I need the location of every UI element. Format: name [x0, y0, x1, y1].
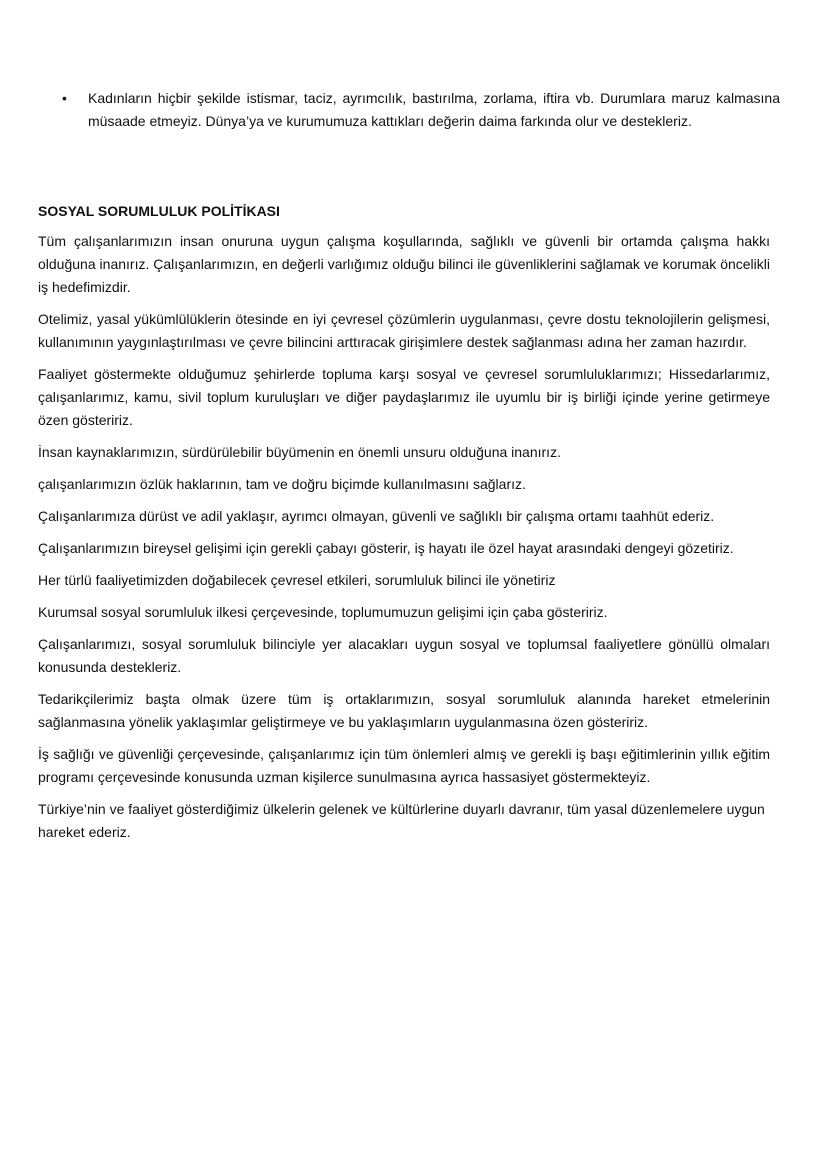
- paragraph: Çalışanlarımızın bireysel gelişimi için gerekli çabayı gösterir, iş hayatı ile özel hayat arasındaki dengeyi gözetiriz.: [38, 540, 734, 556]
- paragraph: Her türlü faaliyetimizden doğabilecek çevresel etkileri, sorumluluk bilinci ile yönetiriz: [38, 572, 556, 588]
- bullet-list: [62, 87, 780, 133]
- bullet-text: Kadınların hiçbir şekilde istismar, taciz, ayrımcılık, bastırılma, zorlama, iftira vb. Durumlara maruz kalmasına müsaade etmeyiz. Dünya’ya ve kurumumuza kattıkları değerin daima farkında olur ve destekleriz.: [88, 90, 780, 129]
- paragraph: Türkiye’nin ve faaliyet gösterdiğimiz ülkelerin gelenek ve kültürlerine duyarlı davranır, tüm yasal düzenlemelere uygun hareket ederiz.: [38, 801, 765, 840]
- bullet-icon: •: [62, 90, 67, 106]
- section-title: SOSYAL SORUMLULUK POLİTİKASI: [38, 203, 280, 219]
- paragraph: İş sağlığı ve güvenliği çerçevesinde, çalışanlarımız için tüm önlemleri almış ve gerekli iş başı eğitimlerinin yıllık eğitim programı çerçevesinde konusunda uzman kişilerce sunulmasına ayrıca hassasiyet göstermekteyiz.: [38, 746, 770, 785]
- paragraph: Otelimiz, yasal yükümlülüklerin ötesinde en iyi çevresel çözümlerin uygulanması, çevre dostu teknolojilerin gelişmesi, kullanımının yaygınlaştırılması ve çevre bilincini arttıracak girişimlere destek sağlanması adına her zaman hazırdır.: [38, 311, 770, 350]
- paragraph: İnsan kaynaklarımızın, sürdürülebilir büyümenin en önemli unsuru olduğuna inanırız.: [38, 444, 561, 460]
- paragraph: Kurumsal sosyal sorumluluk ilkesi çerçevesinde, toplumumuzun gelişimi için çaba gösteririz.: [38, 604, 608, 620]
- paragraph: Tüm çalışanlarımızın insan onuruna uygun çalışma koşullarında, sağlıklı ve güvenli bir ortamda çalışma hakkı olduğuna inanırız. Çalışanlarımızın, en değerli varlığımız olduğu bilinci ile güvenliklerini sağlamak ve korumak öncelikli iş hedefimizdir.: [38, 233, 770, 295]
- paragraph: Çalışanlarımızı, sosyal sorumluluk bilinciyle yer alacakları uygun sosyal ve toplumsal faaliyetlere gönüllü olmaları konusunda destekleriz.: [38, 636, 770, 675]
- social-responsibility-section: [38, 200, 770, 853]
- paragraph: Çalışanlarımıza dürüst ve adil yaklaşır, ayrımcı olmayan, güvenli ve sağlıklı bir çalışma ortamı taahhüt ederiz.: [38, 508, 715, 524]
- paragraph: Tedarikçilerimiz başta olmak üzere tüm iş ortaklarımızın, sosyal sorumluluk alanında hareket etmelerinin sağlanmasına yönelik yaklaşımlar geliştirmeye ve bu yaklaşımların uygulanmasına özen gösteririz.: [38, 691, 770, 730]
- paragraph: çalışanlarımızın özlük haklarının, tam ve doğru biçimde kullanılmasını sağlarız.: [38, 476, 526, 492]
- list-item: [62, 87, 780, 133]
- paragraph: Faaliyet göstermekte olduğumuz şehirlerde topluma karşı sosyal ve çevresel sorumluluklarımızı; Hissedarlarımız, çalışanlarımız, kamu, sivil toplum kuruluşları ve diğer paydaşlarımız ile uyumlu bir iş birliği içinde yerine getirmeye özen gösteririz.: [38, 366, 770, 428]
